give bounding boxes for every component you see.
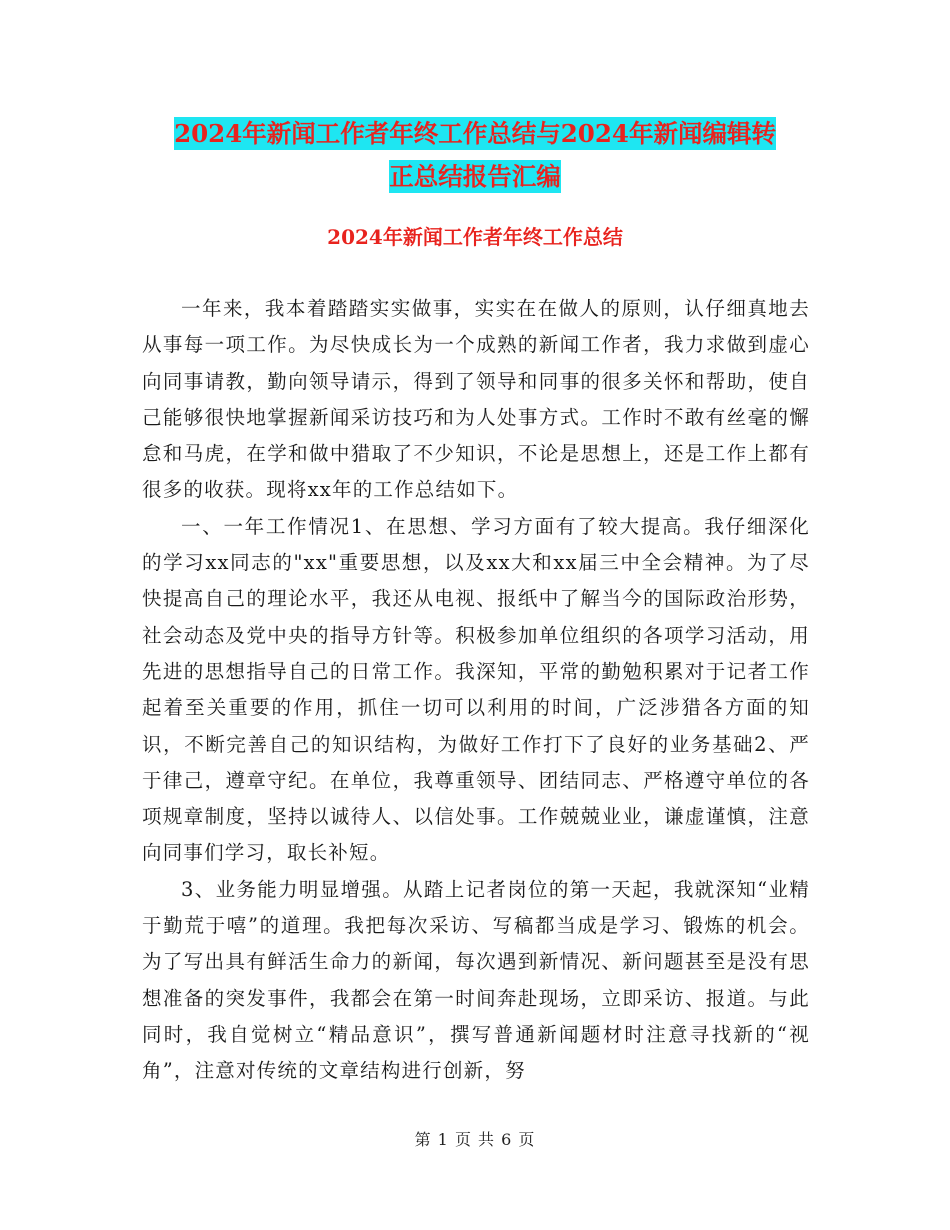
paragraph: 一年来，我本着踏踏实实做事，实实在在做人的原则，认仔细真地去从事每一项工作。为尽快成长为一个成熟的新闻工作者，我力求做到虚心向同事请教，勤向领导请示，得到了领导和同事的很多关怀和帮助，使自己能够很快地掌握新闻采访技巧和为人处事方式。工作时不敢有丝毫的懈怠和马虎，在学和做中猎取了不少知识，不论是思想上，还是工作上都有很多的收获。现将xx年的工作总结如下。 <box>142 297 810 502</box>
paragraph: 一、一年工作情况1、在思想、学习方面有了较大提高。我仔细深化的学习xx同志的"xx"重要思想，以及xx大和xx届三中全会精神。为了尽快提高自己的理论水平，我还从电视、报纸中了解当今的国际政治形势，社会动态及党中央的指导方针等。积极参加单位组织的各项学习活动，用先进的思想指导自己的日常工作。我深知，平常的勤勉积累对于记者工作起着至关重要的作用，抓住一切可以利用的时间，广泛涉猎各方面的知识，不断完善自己的知识结构，为做好工作打下了良好的业务基础2、严于律己，遵章守纪。在单位，我尊重领导、团结同志、严格遵守单位的各项规章制度，坚持以诚待人、以信处事。工作兢兢业业，谦虚谨慎，注意向同事们学习，取长补短。 <box>142 514 810 865</box>
document-title-line-1: 2024年新闻工作者年终工作总结与2024年新闻编辑转 <box>174 119 776 148</box>
document-title-line-2: 正总结报告汇编 <box>389 162 561 191</box>
page-number-label: 第 1 页 共 6 页 <box>414 1130 536 1149</box>
document-title <box>140 112 810 198</box>
document-body <box>142 291 810 1090</box>
paragraph: 3、业务能力明显增强。从踏上记者岗位的第一天起，我就深知“业精于勤荒于嘻”的道理。我把每次采访、写稿都当成是学习、锻炼的机会。为了写出具有鲜活生命力的新闻，每次遇到新情况、新问题甚至是没有思想准备的突发事件，我都会在第一时间奔赴现场，立即采访、报道。与此同时，我自觉树立“精品意识”，撰写普通新闻题材时注意寻找新的“视角”，注意对传统的文章结构进行创新，努 <box>142 877 810 1083</box>
page-footer <box>0 1127 950 1150</box>
section-title: 2024年新闻工作者年终工作总结 <box>327 225 623 249</box>
